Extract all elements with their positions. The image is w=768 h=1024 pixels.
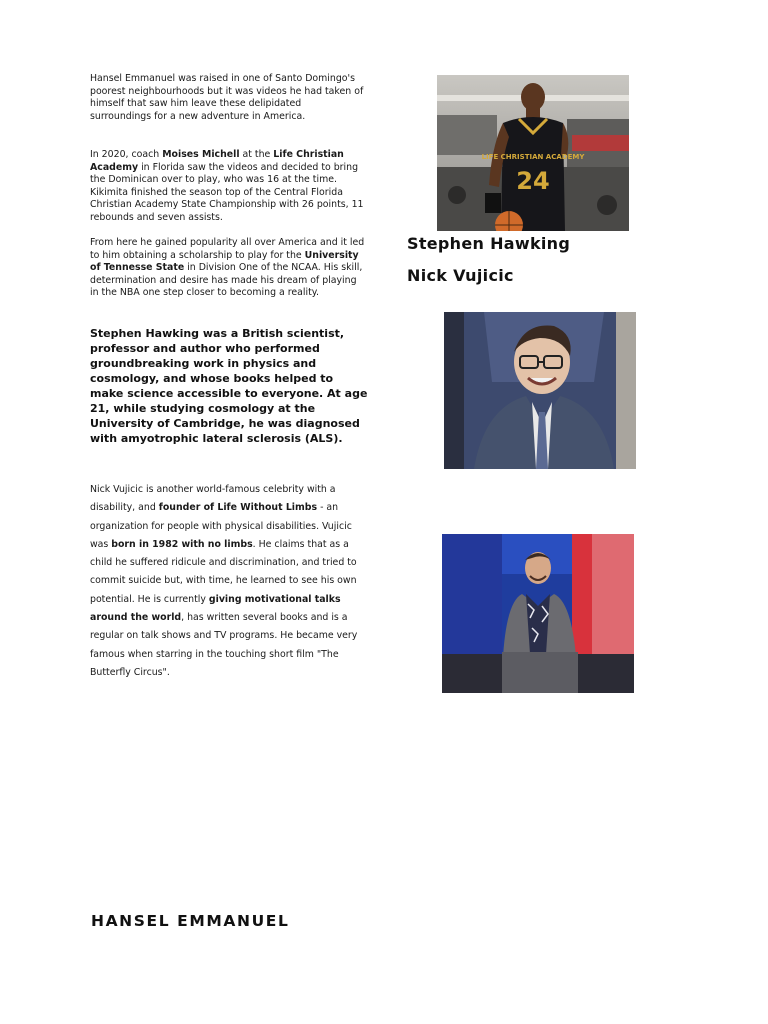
nick-vujicic-heading: Nick Vujicic: [407, 266, 514, 285]
bold-text-run: founder of Life Without Limbs: [158, 502, 318, 514]
text-run: , has written several books and is a regular on talk shows and TV programs. He became very famous when starring in the touching short film "The Butterfly Circus".: [90, 612, 358, 678]
bold-text-run: University of Tennesse State: [90, 249, 359, 273]
text-run: - an organization for people with physical disabilities. Vujicic was: [90, 502, 352, 550]
jersey-number: 24: [516, 167, 550, 195]
text-run: . He claims that as a child he suffered ridicule and discrimination, and tried to commit suicide but, with time, he learned to see his own potential. He is currently: [90, 538, 357, 605]
text-run: From here he gained popularity all over America and it led to him obtaining a scholarship to play for the: [90, 237, 365, 261]
text-run: in Florida saw the videos and decided to bring the Dominican over to play, who was 16 at the time. Kikimita finished the season top of the Central Florida Christian Academy State Championship with 26 points, 11 rebounds and seven assists.: [90, 161, 364, 223]
stephen-hawking-heading: Stephen Hawking: [407, 234, 571, 253]
text-run: In 2020, coach: [90, 149, 163, 160]
bold-text-run: born in 1982 with no limbs: [111, 538, 253, 550]
text-run: at the: [239, 149, 274, 160]
text-run: Stephen Hawking was a British scientist, professor and author who performed groundbreaking work in physics and cosmology, and whose books helped to make science accessible to everyone. At age 21, while studying cosmology at the University of Cambridge, he was diagnosed with amyotrophic lateral sclerosis (ALS).: [90, 327, 368, 445]
hansel-paragraph-2: [90, 149, 365, 224]
jersey-text: LIFE CHRISTIAN ACADEMY: [481, 153, 585, 161]
stephen-hawking-paragraph: [90, 326, 368, 446]
text-run: in Division One of the NCAA. His skill, determination and desire has made his dream of playing in the NBA one step closer to becoming a reality.: [90, 262, 363, 298]
nick-vujicic-paragraph: [90, 481, 370, 682]
nick-vujicic-photo: [442, 534, 634, 693]
bold-text-run: Moises Michell: [162, 149, 240, 160]
text-run: Hansel Emmanuel was raised in one of Santo Domingo's poorest neighbourhoods but it was videos he had taken of himself that saw him leave these delipidated surroundings for a new adventure in America.: [90, 73, 364, 122]
text-run: Nick Vujicic is another world-famous celebrity with a disability, and: [90, 484, 336, 514]
bold-text-run: Life Christian Academy: [90, 149, 344, 173]
hansel-emmanuel-photo: [437, 75, 629, 231]
hansel-paragraph-3: [90, 237, 365, 300]
hansel-emmanuel-heading: HANSEL EMMANUEL: [91, 912, 290, 930]
hansel-paragraph-1: [90, 73, 365, 123]
stephen-hawking-photo: [444, 312, 636, 469]
bold-text-run: giving motivational talks around the world: [90, 593, 341, 624]
